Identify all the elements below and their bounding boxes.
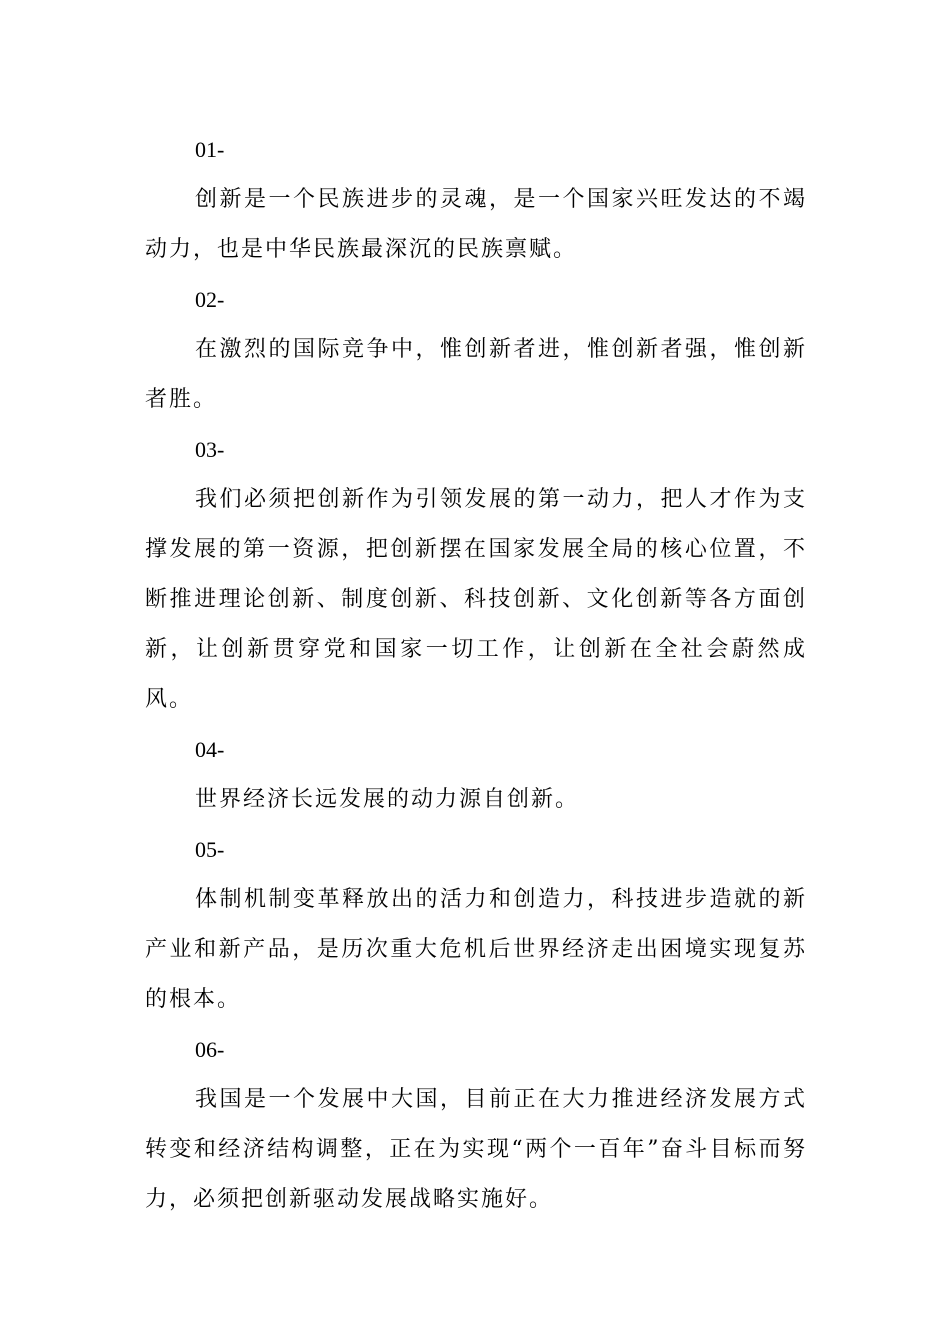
- quote-entry-04: [145, 725, 807, 825]
- entry-text: 世界经济长远发展的动力源自创新。: [195, 787, 580, 812]
- entry-number: 06-: [195, 1037, 225, 1062]
- entry-text: 体制机制变革释放出的活力和创造力，科技进步造就的新产业和新产品，是历次重大危机后世界经济走出困境实现复苏的根本。: [145, 887, 807, 1012]
- entry-text: 创新是一个民族进步的灵魂，是一个国家兴旺发达的不竭动力，也是中华民族最深沉的民族禀赋。: [145, 187, 807, 262]
- entry-number: 01-: [195, 137, 225, 162]
- entry-text: 在激烈的国际竞争中，惟创新者进，惟创新者强，惟创新者胜。: [145, 337, 807, 412]
- quote-entry-01: [145, 125, 807, 275]
- quote-entry-03: [145, 425, 807, 725]
- entry-text: 我国是一个发展中大国，目前正在大力推进经济发展方式转变和经济结构调整，正在为实现“两个一百年”奋斗目标而努力，必须把创新驱动发展战略实施好。: [145, 1087, 807, 1212]
- quote-entry-02: [145, 275, 807, 425]
- entry-number: 04-: [195, 737, 225, 762]
- document-body: [145, 125, 807, 1225]
- entry-number: 05-: [195, 837, 225, 862]
- entry-text: 我们必须把创新作为引领发展的第一动力，把人才作为支撑发展的第一资源，把创新摆在国家发展全局的核心位置，不断推进理论创新、制度创新、科技创新、文化创新等各方面创新，让创新贯穿党和国家一切工作，让创新在全社会蔚然成风。: [145, 487, 807, 712]
- entry-number: 02-: [195, 287, 225, 312]
- quote-entry-06: [145, 1025, 807, 1225]
- entry-number: 03-: [195, 437, 225, 462]
- quote-entry-05: [145, 825, 807, 1025]
